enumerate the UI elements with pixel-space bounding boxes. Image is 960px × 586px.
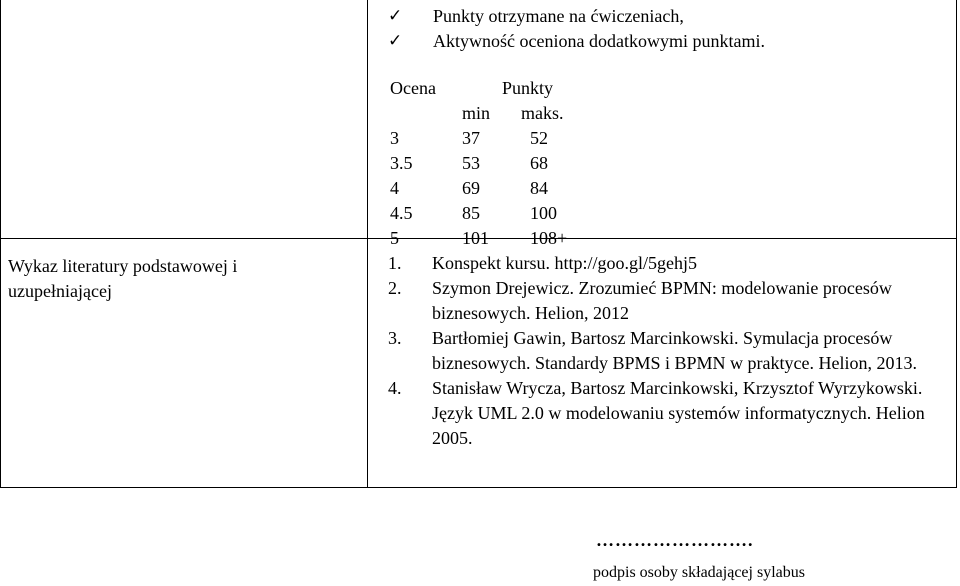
literature-item-number: 2. (388, 278, 402, 298)
literature-item-number: 3. (388, 328, 402, 348)
max-points: 108+ (530, 228, 568, 248)
literature-item-number: 1. (388, 253, 402, 273)
literature-item (388, 251, 948, 276)
checklist-item (388, 29, 765, 54)
max-points: 100 (530, 203, 557, 223)
literature-item-text: Konspekt kursu. http://goo.gl/5gehj5 (432, 253, 697, 273)
grade-column-header: Ocena (390, 78, 436, 98)
grade-value: 5 (390, 228, 399, 248)
min-points: 53 (462, 153, 480, 173)
max-points: 68 (530, 153, 548, 173)
max-points: 84 (530, 178, 548, 198)
grade-value: 3.5 (390, 153, 413, 173)
checkmark-icon: ✓ (388, 6, 403, 26)
literature-list (388, 251, 948, 451)
min-points: 101 (462, 228, 489, 248)
min-points: 85 (462, 203, 480, 223)
checkmark-icon: ✓ (388, 31, 403, 51)
grade-value: 4 (390, 178, 399, 198)
max-points: 52 (530, 128, 548, 148)
literature-item (388, 376, 948, 451)
literature-item (388, 276, 948, 326)
signature-line: ……………………. (596, 530, 754, 550)
checklist-item-label: Aktywność oceniona dodatkowymi punktami. (433, 31, 765, 51)
signature-caption: podpis osoby składającej sylabus (593, 564, 805, 581)
checklist-item-label: Punkty otrzymane na ćwiczeniach, (433, 6, 684, 26)
column-divider (367, 0, 368, 488)
checklist-item (388, 4, 765, 29)
assessment-checklist (388, 4, 765, 54)
literature-item-text: Bartłomiej Gawin, Bartosz Marcinkowski. Symulacja procesów biznesowych. Standardy BPMS i BPMN w praktyce. Helion, 2013. (432, 328, 917, 373)
min-points: 37 (462, 128, 480, 148)
literature-label: Wykaz literatury podstawowej i uzupełniającej (8, 256, 238, 301)
literature-item-text: Stanisław Wrycza, Bartosz Marcinkowski, Krzysztof Wyrzykowski. Język UML 2.0 w modelowaniu systemów informatycznych. Helion 2005. (432, 378, 925, 448)
grade-value: 3 (390, 128, 399, 148)
literature-item (388, 326, 948, 376)
grade-value: 4.5 (390, 203, 413, 223)
points-column-header: Punkty (502, 78, 554, 98)
min-column-header: min (462, 103, 491, 123)
literature-item-text: Szymon Drejewicz. Zrozumieć BPMN: modelowanie procesów biznesowych. Helion, 2012 (432, 278, 892, 323)
min-points: 69 (462, 178, 480, 198)
max-column-header: maks. (521, 103, 564, 123)
literature-item-number: 4. (388, 378, 402, 398)
